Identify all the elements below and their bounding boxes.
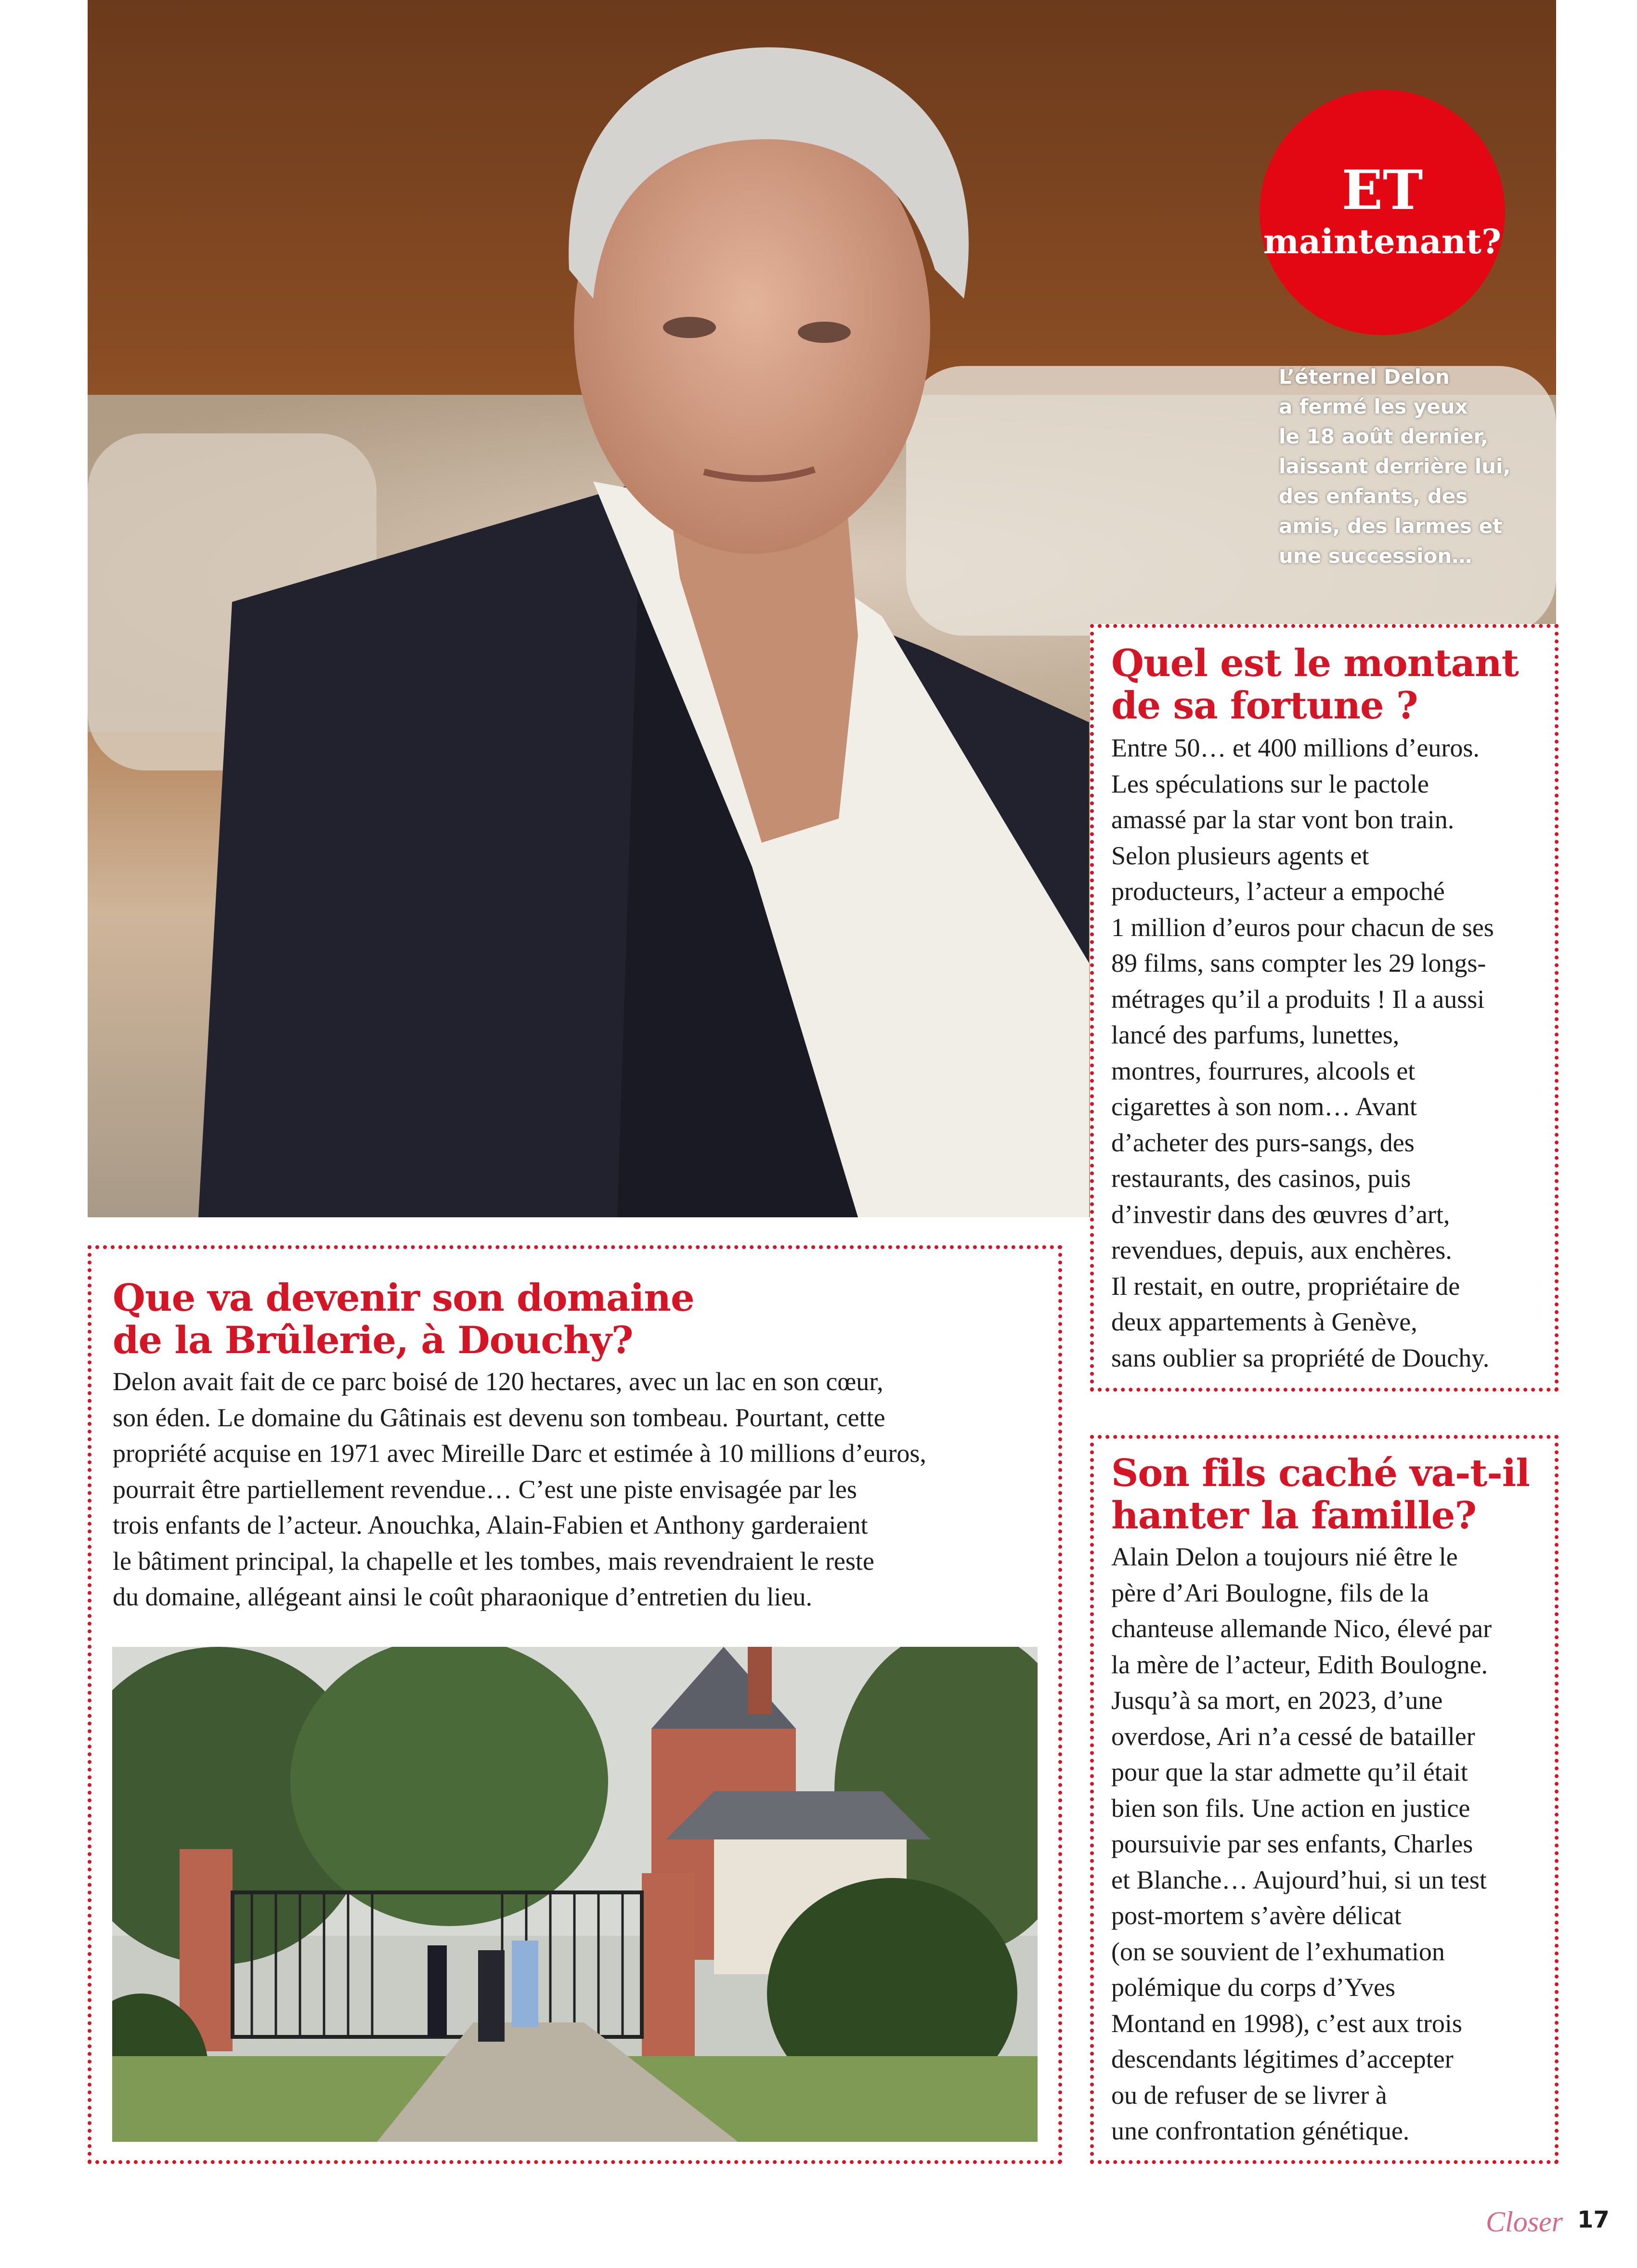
fils-text-line: descendants légitimes d’accepter bbox=[1111, 2045, 1454, 2073]
fils-text-line: Montand en 1998), c’est aux trois bbox=[1111, 2008, 1462, 2038]
fils-text bbox=[1111, 1539, 1492, 2149]
estate-gate-photo bbox=[112, 1647, 1038, 2142]
fortune-title-line: de sa fortune ? bbox=[1111, 684, 1418, 728]
fils-text-line: la mère de l’acteur, Edith Boulogne. bbox=[1111, 1650, 1488, 1679]
fortune-text-line: restaurants, des casinos, puis bbox=[1111, 1164, 1411, 1193]
fortune-box bbox=[1090, 624, 1559, 1392]
fils-text-line: bien son fils. Une action en justice bbox=[1111, 1793, 1470, 1823]
domaine-text-line: du domaine, allégeant ainsi le coût pharaonique d’entretien du lieu. bbox=[113, 1582, 812, 1611]
fils-text-line: et Blanche… Aujourd’hui, si un test bbox=[1111, 1865, 1487, 1894]
fils-text-line: post-mortem s’avère délicat bbox=[1111, 1901, 1402, 1930]
fils-text-line: Alain Delon a toujours nié être le bbox=[1111, 1542, 1458, 1571]
estate-illustration bbox=[112, 1647, 1038, 2142]
fortune-text-line: Selon plusieurs agents et bbox=[1111, 841, 1369, 870]
domaine-text-line: propriété acquise en 1971 avec Mireille Darc et estimée à 10 millions d’euros, bbox=[113, 1439, 926, 1468]
fortune-text bbox=[1111, 730, 1494, 1376]
caption-line: L’éternel Delon bbox=[1279, 365, 1450, 389]
domaine-title-line: Que va devenir son domaine bbox=[113, 1276, 694, 1320]
fils-title bbox=[1111, 1452, 1530, 1537]
fortune-text-line: lancé des parfums, lunettes, bbox=[1111, 1020, 1400, 1049]
domaine-text-line: trois enfants de l’acteur. Anouchka, Alain-Fabien et Anthony garderaient bbox=[113, 1511, 868, 1539]
caption-line: le 18 août dernier, bbox=[1279, 425, 1488, 448]
fils-cache-box bbox=[1090, 1435, 1559, 2164]
fortune-text-line: métrages qu’il a produits ! Il a aussi bbox=[1111, 984, 1485, 1014]
fortune-text-line: Il restait, en outre, propriétaire de bbox=[1111, 1271, 1460, 1301]
fortune-title bbox=[1111, 642, 1519, 727]
fortune-text-line: 1 million d’euros pour chacun de ses bbox=[1111, 912, 1494, 942]
fortune-text-line: d’investir dans des œuvres d’art, bbox=[1111, 1199, 1450, 1229]
magazine-brand: Closer bbox=[1486, 2206, 1563, 2238]
domaine-text-line: son éden. Le domaine du Gâtinais est devenu son tombeau. Pourtant, cette bbox=[113, 1403, 885, 1432]
fils-text-line: polémique du corps d’Yves bbox=[1111, 1973, 1395, 2002]
badge-line-2: maintenant? bbox=[1263, 221, 1502, 261]
fils-title-line: Son fils caché va-t-il bbox=[1111, 1451, 1530, 1495]
fils-text-line: une confrontation génétique. bbox=[1111, 2116, 1410, 2145]
fils-title-line: hanter la famille? bbox=[1111, 1494, 1477, 1538]
fortune-text-line: Les spéculations sur le pactole bbox=[1111, 769, 1429, 798]
fils-text-line: chanteuse allemande Nico, élevé par bbox=[1111, 1614, 1492, 1643]
fils-text-line: ou de refuser de se livrer à bbox=[1111, 2080, 1387, 2110]
badge-line-1: ET bbox=[1341, 158, 1423, 222]
fortune-text-line: 89 films, sans compter les 29 longs- bbox=[1111, 949, 1486, 978]
domaine-text-line: Delon avait fait de ce parc boisé de 120 hectares, avec un lac en son cœur, bbox=[113, 1367, 883, 1396]
fortune-title-line: Quel est le montant bbox=[1111, 641, 1519, 685]
fortune-text-line: revendues, depuis, aux enchères. bbox=[1111, 1236, 1452, 1264]
caption-line: laissant derrière lui, bbox=[1279, 455, 1511, 478]
fils-text-line: poursuivie par ses enfants, Charles bbox=[1111, 1829, 1473, 1858]
fortune-text-line: producteurs, l’acteur a empoché bbox=[1111, 877, 1445, 906]
fils-text-line: overdose, Ari n’a cessé de batailler bbox=[1111, 1721, 1475, 1751]
domaine-title-line: de la Brûlerie, à Douchy? bbox=[113, 1318, 633, 1362]
fortune-text-line: deux appartements à Genève, bbox=[1111, 1307, 1417, 1336]
caption-line: a fermé les yeux bbox=[1279, 395, 1468, 418]
fortune-text-line: sans oublier sa propriété de Douchy. bbox=[1111, 1343, 1490, 1372]
fils-text-line: pour que la star admette qu’il était bbox=[1111, 1758, 1468, 1786]
fils-text-line: père d’Ari Boulogne, fils de la bbox=[1111, 1578, 1429, 1607]
domaine-text-line: pourrait être partiellement revendue… C’est une piste envisagée par les bbox=[113, 1474, 857, 1504]
fortune-text-line: d’acheter des purs-sangs, des bbox=[1111, 1128, 1415, 1157]
fortune-text-line: montres, fourrures, alcools et bbox=[1111, 1056, 1416, 1085]
domaine-text bbox=[113, 1364, 926, 1615]
fils-text-line: (on se souvient de l’exhumation bbox=[1111, 1937, 1445, 1966]
caption-line: des enfants, des bbox=[1279, 484, 1468, 508]
fortune-text-line: amassé par la star vont bon train. bbox=[1111, 805, 1455, 834]
photo-caption bbox=[1279, 362, 1529, 571]
fortune-text-line: Entre 50… et 400 millions d’euros. bbox=[1111, 733, 1480, 762]
fils-text-line: Jusqu’à sa mort, en 2023, d’une bbox=[1111, 1686, 1443, 1715]
caption-line: amis, des larmes et bbox=[1279, 514, 1503, 538]
domaine-text-line: le bâtiment principal, la chapelle et les tombes, mais revendraient le reste bbox=[113, 1546, 874, 1576]
et-maintenant-badge bbox=[1260, 90, 1505, 335]
page-number: 17 bbox=[1577, 2206, 1610, 2233]
caption-line: une succession… bbox=[1279, 544, 1472, 568]
fortune-text-line: cigarettes à son nom… Avant bbox=[1111, 1092, 1417, 1121]
domaine-title bbox=[113, 1277, 694, 1362]
